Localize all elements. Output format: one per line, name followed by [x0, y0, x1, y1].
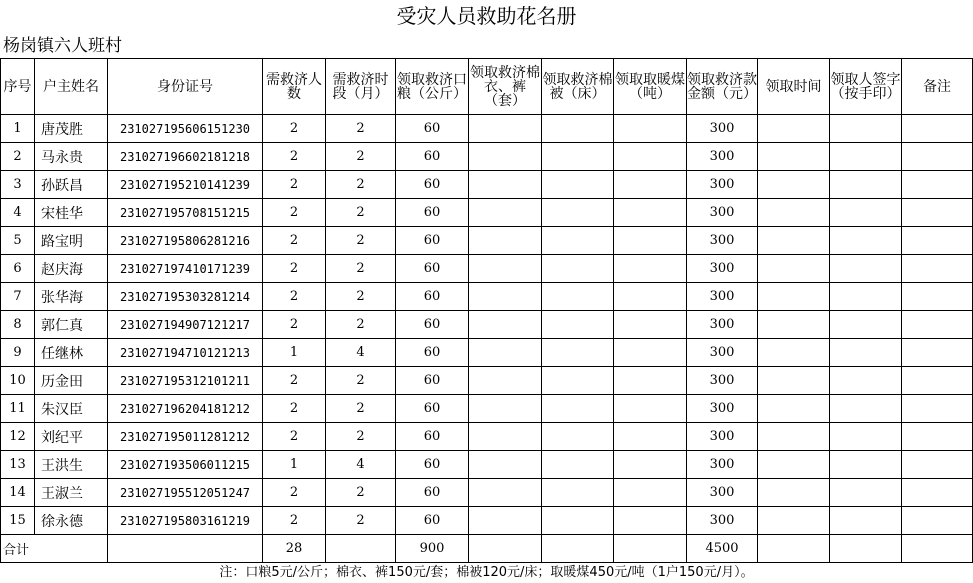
table-row: [1, 507, 973, 535]
cell-remark: [902, 451, 973, 479]
table-row: [1, 171, 973, 199]
cell-money: 300: [687, 423, 758, 451]
cell-seq: 14: [1, 479, 35, 507]
cell-time: [758, 255, 830, 283]
cell-money: 300: [687, 311, 758, 339]
cell-clothes: [469, 255, 542, 283]
cell-seq: 7: [1, 283, 35, 311]
header-seq: 序号: [1, 59, 35, 115]
cell-remark: [902, 367, 973, 395]
cell-name: 宋桂华: [35, 199, 108, 227]
cell-name: 王洪生: [35, 451, 108, 479]
cell-quilt: [542, 115, 614, 143]
cell-coal: [614, 143, 687, 171]
header-clothes: 领取救济棉衣、裤（套）: [469, 59, 542, 115]
totals-row: [1, 535, 973, 563]
cell-time: [758, 227, 830, 255]
cell-name: 马永贵: [35, 143, 108, 171]
totals-clothes-empty: [469, 535, 542, 563]
cell-clothes: [469, 451, 542, 479]
cell-seq: 2: [1, 143, 35, 171]
cell-grain: 60: [396, 507, 469, 535]
cell-coal: [614, 339, 687, 367]
cell-sign: [830, 395, 902, 423]
cell-grain: 60: [396, 367, 469, 395]
cell-sign: [830, 339, 902, 367]
cell-seq: 6: [1, 255, 35, 283]
cell-people: 1: [263, 339, 326, 367]
totals-time-empty: [758, 535, 830, 563]
cell-name: 唐茂胜: [35, 115, 108, 143]
cell-sign: [830, 227, 902, 255]
cell-seq: 4: [1, 199, 35, 227]
cell-months: 4: [326, 451, 396, 479]
cell-name: 孙跃昌: [35, 171, 108, 199]
table-row: [1, 115, 973, 143]
cell-people: 2: [263, 171, 326, 199]
totals-sign-empty: [830, 535, 902, 563]
cell-sign: [830, 507, 902, 535]
cell-sign: [830, 311, 902, 339]
totals-money: 4500: [687, 535, 758, 563]
cell-months: 2: [326, 115, 396, 143]
cell-time: [758, 143, 830, 171]
cell-id: 231027194710121213: [108, 339, 263, 367]
price-note: 注：口粮5元/公斤；棉衣、裤150元/套；棉被120元/床；取暖煤450元/吨（1户150元/月）。: [219, 565, 754, 580]
cell-people: 2: [263, 395, 326, 423]
cell-time: [758, 115, 830, 143]
roster-body: [1, 115, 973, 535]
cell-seq: 1: [1, 115, 35, 143]
cell-id: 231027195803161219: [108, 507, 263, 535]
cell-people: 2: [263, 199, 326, 227]
cell-coal: [614, 423, 687, 451]
cell-seq: 13: [1, 451, 35, 479]
cell-time: [758, 171, 830, 199]
cell-seq: 8: [1, 311, 35, 339]
cell-clothes: [469, 115, 542, 143]
cell-quilt: [542, 423, 614, 451]
totals-remark-empty: [902, 535, 973, 563]
cell-people: 2: [263, 479, 326, 507]
cell-coal: [614, 479, 687, 507]
cell-sign: [830, 171, 902, 199]
cell-seq: 11: [1, 395, 35, 423]
cell-name: 郭仁真: [35, 311, 108, 339]
cell-grain: 60: [396, 115, 469, 143]
cell-id: 231027195312101211: [108, 367, 263, 395]
header-people: 需救济人数: [263, 59, 326, 115]
table-row: [1, 311, 973, 339]
cell-clothes: [469, 311, 542, 339]
cell-grain: 60: [396, 283, 469, 311]
table-row: [1, 143, 973, 171]
cell-quilt: [542, 171, 614, 199]
cell-time: [758, 507, 830, 535]
cell-money: 300: [687, 143, 758, 171]
cell-time: [758, 423, 830, 451]
cell-quilt: [542, 311, 614, 339]
table-row: [1, 283, 973, 311]
cell-id: 231027195512051247: [108, 479, 263, 507]
cell-id: 231027195606151230: [108, 115, 263, 143]
table-row: [1, 395, 973, 423]
totals-id-empty: [108, 535, 263, 563]
cell-months: 2: [326, 367, 396, 395]
cell-time: [758, 479, 830, 507]
cell-grain: 60: [396, 143, 469, 171]
cell-name: 张华海: [35, 283, 108, 311]
cell-seq: 15: [1, 507, 35, 535]
table-row: [1, 451, 973, 479]
cell-name: 路宝明: [35, 227, 108, 255]
header-sign: 领取人签字（按手印）: [830, 59, 902, 115]
cell-sign: [830, 143, 902, 171]
cell-clothes: [469, 199, 542, 227]
cell-sign: [830, 115, 902, 143]
cell-money: 300: [687, 395, 758, 423]
cell-id: 231027195806281216: [108, 227, 263, 255]
cell-coal: [614, 227, 687, 255]
cell-money: 300: [687, 199, 758, 227]
cell-remark: [902, 395, 973, 423]
cell-grain: 60: [396, 395, 469, 423]
totals-coal-empty: [614, 535, 687, 563]
header-coal: 领取取暖煤（吨）: [614, 59, 687, 115]
cell-clothes: [469, 339, 542, 367]
cell-quilt: [542, 451, 614, 479]
cell-money: 300: [687, 115, 758, 143]
cell-coal: [614, 115, 687, 143]
cell-remark: [902, 339, 973, 367]
cell-id: 231027195210141239: [108, 171, 263, 199]
cell-months: 2: [326, 227, 396, 255]
cell-remark: [902, 199, 973, 227]
cell-id: 231027194907121217: [108, 311, 263, 339]
cell-coal: [614, 171, 687, 199]
cell-people: 1: [263, 451, 326, 479]
cell-time: [758, 311, 830, 339]
cell-money: 300: [687, 283, 758, 311]
cell-grain: 60: [396, 451, 469, 479]
header-months: 需救济时段（月）: [326, 59, 396, 115]
relief-roster-table: [0, 58, 973, 563]
cell-months: 2: [326, 507, 396, 535]
cell-name: 历金田: [35, 367, 108, 395]
header-id: 身份证号: [108, 59, 263, 115]
cell-coal: [614, 199, 687, 227]
cell-id: 231027197410171239: [108, 255, 263, 283]
cell-seq: 3: [1, 171, 35, 199]
header-remark: 备注: [902, 59, 973, 115]
cell-remark: [902, 283, 973, 311]
cell-money: 300: [687, 451, 758, 479]
cell-remark: [902, 311, 973, 339]
cell-sign: [830, 451, 902, 479]
cell-time: [758, 451, 830, 479]
cell-clothes: [469, 395, 542, 423]
table-row: [1, 367, 973, 395]
cell-remark: [902, 479, 973, 507]
cell-months: 2: [326, 479, 396, 507]
header-name: 户主姓名: [35, 59, 108, 115]
cell-people: 2: [263, 115, 326, 143]
cell-id: 231027195011281212: [108, 423, 263, 451]
cell-coal: [614, 311, 687, 339]
header-quilt: 领取救济棉被（床）: [542, 59, 614, 115]
document-title: 受灾人员救助花名册: [396, 4, 577, 28]
cell-money: 300: [687, 171, 758, 199]
cell-name: 刘纪平: [35, 423, 108, 451]
cell-quilt: [542, 199, 614, 227]
cell-money: 300: [687, 479, 758, 507]
cell-quilt: [542, 227, 614, 255]
cell-name: 任继林: [35, 339, 108, 367]
cell-time: [758, 199, 830, 227]
cell-id: 231027196602181218: [108, 143, 263, 171]
table-row: [1, 479, 973, 507]
cell-people: 2: [263, 255, 326, 283]
cell-months: 4: [326, 339, 396, 367]
cell-remark: [902, 143, 973, 171]
cell-remark: [902, 115, 973, 143]
totals-grain: 900: [396, 535, 469, 563]
cell-name: 王淑兰: [35, 479, 108, 507]
table-row: [1, 423, 973, 451]
cell-time: [758, 367, 830, 395]
cell-clothes: [469, 227, 542, 255]
cell-quilt: [542, 339, 614, 367]
cell-quilt: [542, 507, 614, 535]
cell-remark: [902, 227, 973, 255]
cell-time: [758, 395, 830, 423]
cell-quilt: [542, 283, 614, 311]
cell-seq: 5: [1, 227, 35, 255]
cell-money: 300: [687, 507, 758, 535]
cell-months: 2: [326, 311, 396, 339]
cell-people: 2: [263, 507, 326, 535]
cell-money: 300: [687, 339, 758, 367]
cell-coal: [614, 367, 687, 395]
cell-clothes: [469, 423, 542, 451]
cell-money: 300: [687, 367, 758, 395]
cell-clothes: [469, 143, 542, 171]
cell-sign: [830, 199, 902, 227]
cell-coal: [614, 395, 687, 423]
cell-grain: 60: [396, 479, 469, 507]
cell-people: 2: [263, 143, 326, 171]
cell-id: 231027193506011215: [108, 451, 263, 479]
cell-people: 2: [263, 283, 326, 311]
cell-sign: [830, 423, 902, 451]
cell-grain: 60: [396, 199, 469, 227]
cell-quilt: [542, 367, 614, 395]
cell-months: 2: [326, 283, 396, 311]
cell-remark: [902, 171, 973, 199]
table-row: [1, 227, 973, 255]
totals-label: 合计: [1, 535, 108, 563]
cell-sign: [830, 283, 902, 311]
cell-grain: 60: [396, 423, 469, 451]
table-row: [1, 255, 973, 283]
cell-months: 2: [326, 255, 396, 283]
cell-clothes: [469, 367, 542, 395]
header-row: [1, 59, 973, 115]
cell-id: 231027195708151215: [108, 199, 263, 227]
header-grain: 领取救济口粮（公斤）: [396, 59, 469, 115]
cell-clothes: [469, 283, 542, 311]
cell-months: 2: [326, 143, 396, 171]
cell-money: 300: [687, 227, 758, 255]
cell-coal: [614, 255, 687, 283]
cell-remark: [902, 507, 973, 535]
table-row: [1, 339, 973, 367]
cell-months: 2: [326, 199, 396, 227]
cell-id: 231027196204181212: [108, 395, 263, 423]
cell-remark: [902, 423, 973, 451]
header-money: 领取救济款金额（元）: [687, 59, 758, 115]
cell-remark: [902, 255, 973, 283]
totals-months-empty: [326, 535, 396, 563]
cell-clothes: [469, 479, 542, 507]
cell-months: 2: [326, 171, 396, 199]
cell-grain: 60: [396, 311, 469, 339]
cell-coal: [614, 451, 687, 479]
cell-grain: 60: [396, 339, 469, 367]
cell-sign: [830, 479, 902, 507]
cell-seq: 10: [1, 367, 35, 395]
cell-quilt: [542, 143, 614, 171]
cell-grain: 60: [396, 171, 469, 199]
cell-sign: [830, 255, 902, 283]
cell-clothes: [469, 507, 542, 535]
cell-seq: 9: [1, 339, 35, 367]
cell-time: [758, 339, 830, 367]
cell-people: 2: [263, 227, 326, 255]
cell-grain: 60: [396, 255, 469, 283]
cell-name: 赵庆海: [35, 255, 108, 283]
cell-coal: [614, 507, 687, 535]
cell-quilt: [542, 395, 614, 423]
cell-people: 2: [263, 311, 326, 339]
cell-people: 2: [263, 367, 326, 395]
cell-id: 231027195303281214: [108, 283, 263, 311]
totals-quilt-empty: [542, 535, 614, 563]
cell-months: 2: [326, 423, 396, 451]
cell-quilt: [542, 479, 614, 507]
cell-quilt: [542, 255, 614, 283]
cell-sign: [830, 367, 902, 395]
cell-people: 2: [263, 423, 326, 451]
cell-name: 徐永德: [35, 507, 108, 535]
header-time: 领取时间: [758, 59, 830, 115]
table-row: [1, 199, 973, 227]
cell-seq: 12: [1, 423, 35, 451]
cell-time: [758, 283, 830, 311]
cell-name: 朱汉臣: [35, 395, 108, 423]
cell-months: 2: [326, 395, 396, 423]
cell-clothes: [469, 171, 542, 199]
village-name: 杨岗镇六人班村: [3, 36, 122, 56]
cell-coal: [614, 283, 687, 311]
cell-money: 300: [687, 255, 758, 283]
totals-people: 28: [263, 535, 326, 563]
cell-grain: 60: [396, 227, 469, 255]
